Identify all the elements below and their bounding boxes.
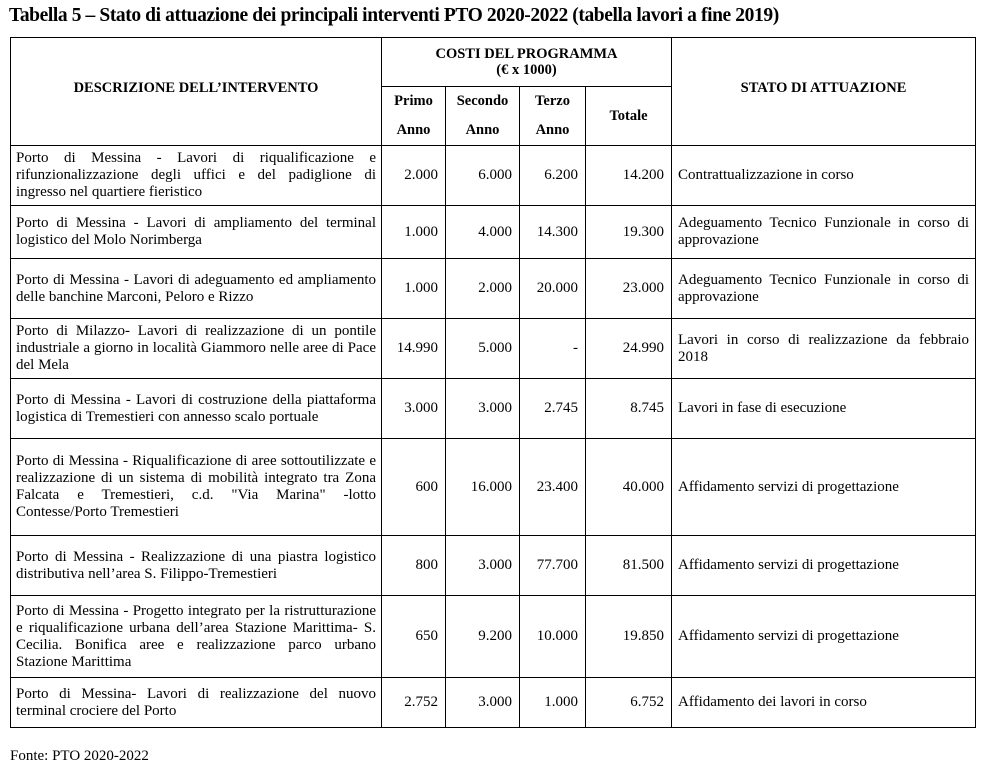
header-costi-line1: COSTI DEL PROGRAMMA (435, 46, 618, 62)
table-title: Tabella 5 – Stato di attuazione dei principali interventi PTO 2020-2022 (tabella lavori a fine 2019) (9, 5, 779, 26)
cell-terzo: 77.700 (520, 536, 586, 596)
header-stato-label: STATO DI ATTUAZIONE (740, 79, 907, 96)
cell-stato: Lavori in fase di esecuzione (672, 379, 976, 439)
cell-secondo: 5.000 (446, 319, 520, 379)
cell-secondo: 4.000 (446, 206, 520, 259)
table-row (11, 678, 976, 728)
cell-primo: 650 (382, 596, 446, 678)
header-costi-line2: (€ x 1000) (496, 62, 557, 78)
table-row (11, 319, 976, 379)
cell-totale: 81.500 (586, 536, 672, 596)
cell-primo: 800 (382, 536, 446, 596)
cell-descrizione: Porto di Messina - Lavori di adeguamento ed ampliamento delle banchine Marconi, Peloro e Rizzo (11, 259, 382, 319)
cell-terzo: 6.200 (520, 146, 586, 206)
cell-terzo: 2.745 (520, 379, 586, 439)
header-secondo-line1: Secondo (456, 93, 509, 109)
cell-secondo: 9.200 (446, 596, 520, 678)
cell-stato: Affidamento dei lavori in corso (672, 678, 976, 728)
cell-terzo: 23.400 (520, 439, 586, 536)
cell-secondo: 16.000 (446, 439, 520, 536)
interventions-table (10, 37, 976, 728)
cell-descrizione: Porto di Messina - Riqualificazione di aree sottoutilizzate e realizzazione di un sistema di mobilità integrato tra Zona Falcata e Tremestieri, c.d. "Via Marina" -lotto Contesse/Porto Tremestieri (11, 439, 382, 536)
cell-secondo: 3.000 (446, 678, 520, 728)
cell-terzo: 20.000 (520, 259, 586, 319)
table-row (11, 439, 976, 536)
cell-stato: Affidamento servizi di progettazione (672, 536, 976, 596)
source-note: Fonte: PTO 2020-2022 (10, 748, 149, 764)
cell-totale: 23.000 (586, 259, 672, 319)
cell-totale: 8.745 (586, 379, 672, 439)
cell-secondo: 2.000 (446, 259, 520, 319)
table-row (11, 536, 976, 596)
cell-primo: 14.990 (382, 319, 446, 379)
cell-primo: 2.000 (382, 146, 446, 206)
table-row (11, 259, 976, 319)
header-secondo-anno (446, 87, 520, 146)
cell-totale: 19.850 (586, 596, 672, 678)
cell-totale: 14.200 (586, 146, 672, 206)
cell-descrizione: Porto di Messina- Lavori di realizzazione del nuovo terminal crociere del Porto (11, 678, 382, 728)
header-primo-anno (382, 87, 446, 146)
cell-totale: 19.300 (586, 206, 672, 259)
cell-terzo: - (520, 319, 586, 379)
cell-stato: Lavori in corso di realizzazione da febbraio 2018 (672, 319, 976, 379)
cell-descrizione: Porto di Messina - Lavori di riqualificazione e rifunzionalizzazione degli uffici e del padiglione di ingresso nel quartiere fieristico (11, 146, 382, 206)
cell-terzo: 10.000 (520, 596, 586, 678)
cell-descrizione: Porto di Messina - Realizzazione di una piastra logistico distributiva nell’area S. Filippo-Tremestieri (11, 536, 382, 596)
cell-primo: 3.000 (382, 379, 446, 439)
header-descrizione-label: DESCRIZIONE DELL’INTERVENTO (73, 79, 319, 96)
cell-terzo: 1.000 (520, 678, 586, 728)
header-terzo-line2: Anno (535, 122, 570, 138)
header-totale-label: Totale (609, 107, 648, 124)
cell-descrizione: Porto di Messina - Progetto integrato per la ristrutturazione e riqualificazione urbana dell’area Stazione Marittima- S. Cecilia. Bonifica aree e realizzazione parco urbano Stazione Marittima (11, 596, 382, 678)
cell-terzo: 14.300 (520, 206, 586, 259)
cell-stato: Adeguamento Tecnico Funzionale in corso di approvazione (672, 206, 976, 259)
table-row (11, 596, 976, 678)
header-terzo-anno (520, 87, 586, 146)
cell-descrizione: Porto di Messina - Lavori di ampliamento del terminal logistico del Molo Norimberga (11, 206, 382, 259)
cell-secondo: 3.000 (446, 536, 520, 596)
header-costi-programma (382, 38, 672, 87)
table-row (11, 206, 976, 259)
cell-descrizione: Porto di Messina - Lavori di costruzione della piattaforma logistica di Tremestieri con annesso scalo portuale (11, 379, 382, 439)
cell-totale: 6.752 (586, 678, 672, 728)
cell-secondo: 3.000 (446, 379, 520, 439)
cell-primo: 2.752 (382, 678, 446, 728)
cell-descrizione: Porto di Milazzo- Lavori di realizzazione di un pontile industriale a giorno in località Giammoro nelle aree di Pace del Mela (11, 319, 382, 379)
header-primo-line2: Anno (396, 122, 431, 138)
cell-primo: 600 (382, 439, 446, 536)
header-stato (672, 38, 976, 146)
table-row (11, 146, 976, 206)
header-descrizione (11, 38, 382, 146)
cell-stato: Contrattualizzazione in corso (672, 146, 976, 206)
header-secondo-line2: Anno (465, 122, 500, 138)
table-row (11, 379, 976, 439)
header-totale (586, 87, 672, 146)
header-terzo-line1: Terzo (535, 93, 570, 109)
cell-secondo: 6.000 (446, 146, 520, 206)
cell-totale: 24.990 (586, 319, 672, 379)
cell-stato: Adeguamento Tecnico Funzionale in corso di approvazione (672, 259, 976, 319)
cell-stato: Affidamento servizi di progettazione (672, 596, 976, 678)
cell-primo: 1.000 (382, 259, 446, 319)
cell-primo: 1.000 (382, 206, 446, 259)
cell-stato: Affidamento servizi di progettazione (672, 439, 976, 536)
cell-totale: 40.000 (586, 439, 672, 536)
header-primo-line1: Primo (394, 93, 433, 109)
